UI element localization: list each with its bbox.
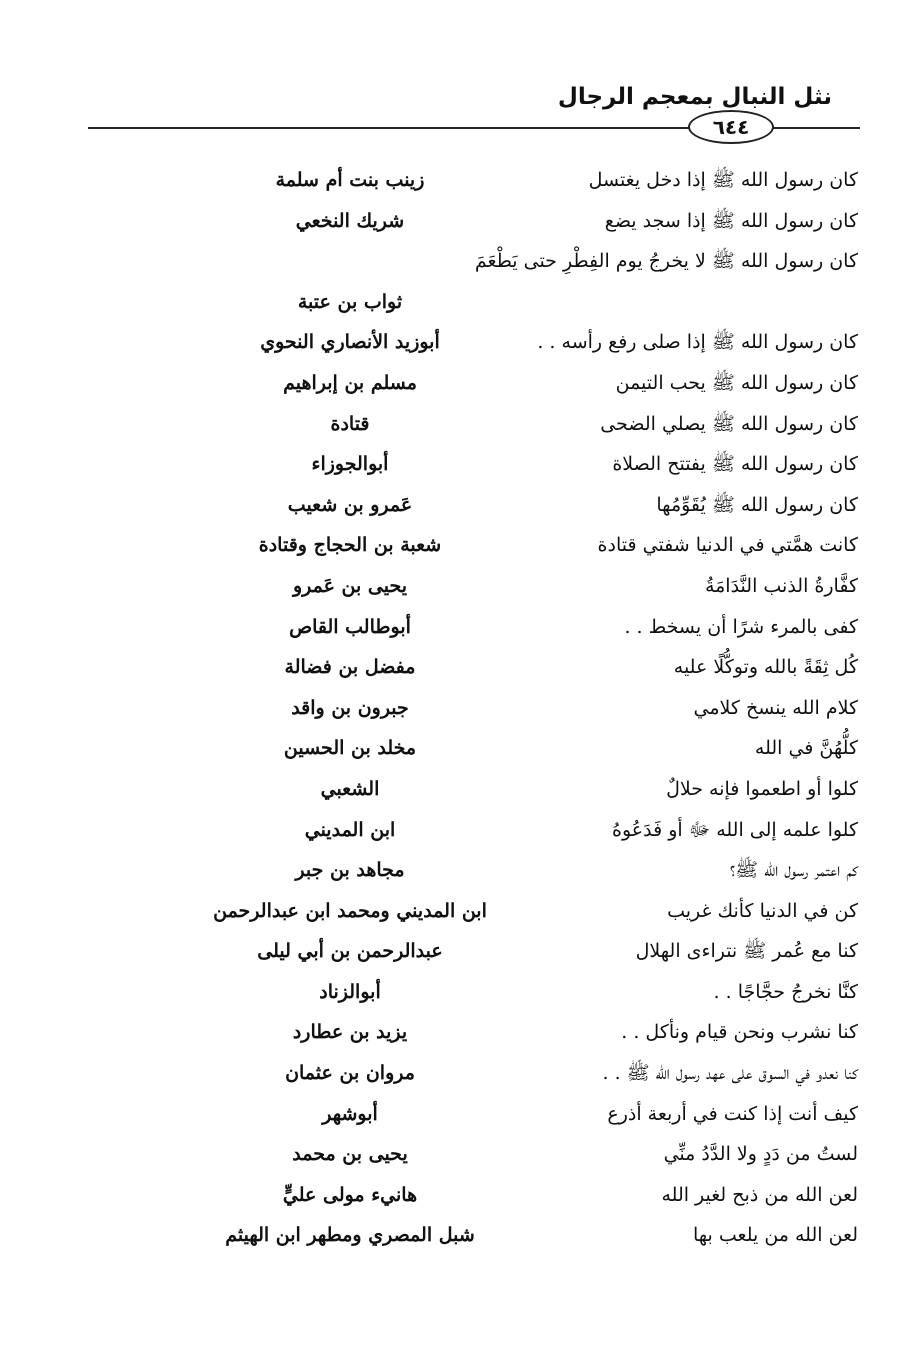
narrator-name: أبوالجوزاء bbox=[311, 453, 389, 476]
index-entry bbox=[0, 241, 920, 282]
narrator-name: هانيء مولى عليٍّ bbox=[282, 1183, 418, 1206]
narrator-name: شبل المصري ومطهر ابن الهيثم bbox=[225, 1224, 475, 1247]
hadith-text: كم اعتمر رسول الله ﷺ؟ bbox=[729, 859, 858, 882]
index-entry bbox=[0, 769, 920, 810]
index-entry bbox=[0, 566, 920, 607]
hadith-text: كان رسول الله ﷺ لا يخرجُ يوم الفِطْرِ حتى يَطْعَمَ bbox=[474, 250, 858, 273]
narrator-name: زينب بنت أم سلمة bbox=[275, 169, 425, 191]
hadith-text: كانت همَّتي في الدنيا شفتي قتادة bbox=[597, 534, 858, 557]
index-entry bbox=[0, 688, 920, 729]
narrator-name: ابن المديني ومحمد ابن عبدالرحمن bbox=[213, 899, 487, 922]
book-title: نثل النبال بمعجم الرجال bbox=[557, 84, 832, 110]
hadith-text: كفَّارةُ الذنب النَّدَامَةُ bbox=[704, 574, 858, 597]
hadith-text: كنا مع عُمر ﷺ نتراءى الهلال bbox=[635, 940, 858, 963]
index-entry bbox=[0, 404, 920, 445]
index-entry bbox=[0, 444, 920, 485]
index-entry bbox=[0, 1134, 920, 1175]
narrator-name: مخلد بن الحسين bbox=[283, 737, 417, 760]
hadith-text: كلام الله ينسخ كلامي bbox=[693, 696, 858, 719]
hadith-text: كلوا أو اطعموا فإنه حلالٌ bbox=[666, 777, 858, 800]
hadith-text: كان رسول الله ﷺ يحب التيمن bbox=[615, 371, 858, 394]
hadith-text: كنا نشرب ونحن قيام ونأكل . . bbox=[621, 1021, 858, 1044]
hadith-text: لعن الله من يلعب بها bbox=[693, 1224, 858, 1247]
hadith-text: كفى بالمرء شرًا أن يسخط . . bbox=[624, 615, 858, 638]
narrator-name: ثواب بن عتبة bbox=[297, 290, 403, 313]
hadith-text: لستُ من دَدٍ ولا الدَّدُ منِّي bbox=[663, 1143, 858, 1166]
index-entry bbox=[0, 1215, 920, 1256]
narrator-name: أبوزيد الأنصاري النحوي bbox=[260, 331, 440, 354]
narrator-name: يزيد بن عطارد bbox=[292, 1021, 408, 1044]
narrator-name: مجاهد بن جبر bbox=[295, 859, 405, 882]
index-entry bbox=[0, 891, 920, 932]
index-entry bbox=[0, 160, 920, 201]
hadith-text: كان رسول الله ﷺ يصلي الضحى bbox=[600, 412, 858, 435]
narrator-name: أبوشهر bbox=[322, 1102, 378, 1125]
narrator-name: عبدالرحمن بن أبي ليلى bbox=[257, 940, 443, 963]
hadith-text: كلُّهُنَّ في الله bbox=[754, 737, 858, 760]
index-entry bbox=[0, 607, 920, 648]
index-entry bbox=[0, 931, 920, 972]
narrator-name: قتادة bbox=[330, 412, 370, 435]
page-number: ٦٤٤ bbox=[688, 110, 774, 144]
index-entry bbox=[0, 1094, 920, 1135]
narrator-name: مسلم بن إبراهيم bbox=[283, 371, 417, 394]
index-entry bbox=[0, 282, 920, 323]
hadith-text: كان رسول الله ﷺ إذا سجد يضع bbox=[604, 209, 858, 232]
hadith-text: كُل ثِقَةً بالله وتوكُّلًا عليه bbox=[673, 656, 858, 679]
narrator-name: شريك النخعي bbox=[295, 209, 405, 232]
narrator-name: ابن المديني bbox=[304, 818, 396, 841]
narrator-name: مفضل بن فضالة bbox=[284, 656, 416, 679]
index-entry bbox=[0, 647, 920, 688]
index-entry bbox=[0, 201, 920, 242]
index-entry bbox=[0, 972, 920, 1013]
narrator-name: عَمرو بن شعيب bbox=[287, 493, 413, 516]
index-entry bbox=[0, 485, 920, 526]
index-entry bbox=[0, 728, 920, 769]
narrator-name: جبرون بن واقد bbox=[291, 696, 409, 719]
narrator-name: أبوالزناد bbox=[319, 980, 381, 1003]
hadith-text: كيف أنت إذا كنت في أربعة أذرع bbox=[607, 1102, 858, 1125]
index-entry bbox=[0, 525, 920, 566]
narrator-name: شعبة بن الحجاج وقتادة bbox=[258, 534, 442, 557]
hadith-text: كلوا علمه إلى الله ﷻ أو فَدَعُوهُ bbox=[612, 818, 858, 841]
narrator-name: مروان بن عثمان bbox=[285, 1062, 415, 1085]
index-entry bbox=[0, 1012, 920, 1053]
hadith-text: كن في الدنيا كأنك غريب bbox=[667, 899, 858, 922]
narrator-name: يحيى بن محمد bbox=[292, 1143, 408, 1166]
narrator-name: يحيى بن عَمرو bbox=[292, 574, 408, 597]
index-entry bbox=[0, 1175, 920, 1216]
hadith-text: كان رسول الله ﷺ يفتتح الصلاة bbox=[612, 453, 858, 476]
index-entry bbox=[0, 810, 920, 851]
index-entry bbox=[0, 1053, 920, 1094]
hadith-text: لعن الله من ذبح لغير الله bbox=[661, 1183, 858, 1206]
hadith-text: كان رسول الله ﷺ إذا دخل يغتسل bbox=[588, 169, 858, 191]
hadith-text: كنا نعدو في السوق على عهد رسول الله ﷺ . . bbox=[602, 1062, 858, 1085]
page-header bbox=[0, 84, 920, 144]
entry-list bbox=[0, 160, 920, 1256]
narrator-name: الشعبي bbox=[320, 777, 380, 800]
hadith-text: كان رسول الله ﷺ يُقَوِّمُها bbox=[656, 493, 858, 516]
index-entry bbox=[0, 363, 920, 404]
narrator-name: أبوطالب القاص bbox=[289, 615, 411, 638]
index-entry bbox=[0, 322, 920, 363]
hadith-text: كنَّا نخرجُ حجَّاجًا . . bbox=[713, 980, 858, 1003]
hadith-text: كان رسول الله ﷺ إذا صلى رفع رأسه . . bbox=[537, 331, 858, 354]
index-entry bbox=[0, 850, 920, 891]
